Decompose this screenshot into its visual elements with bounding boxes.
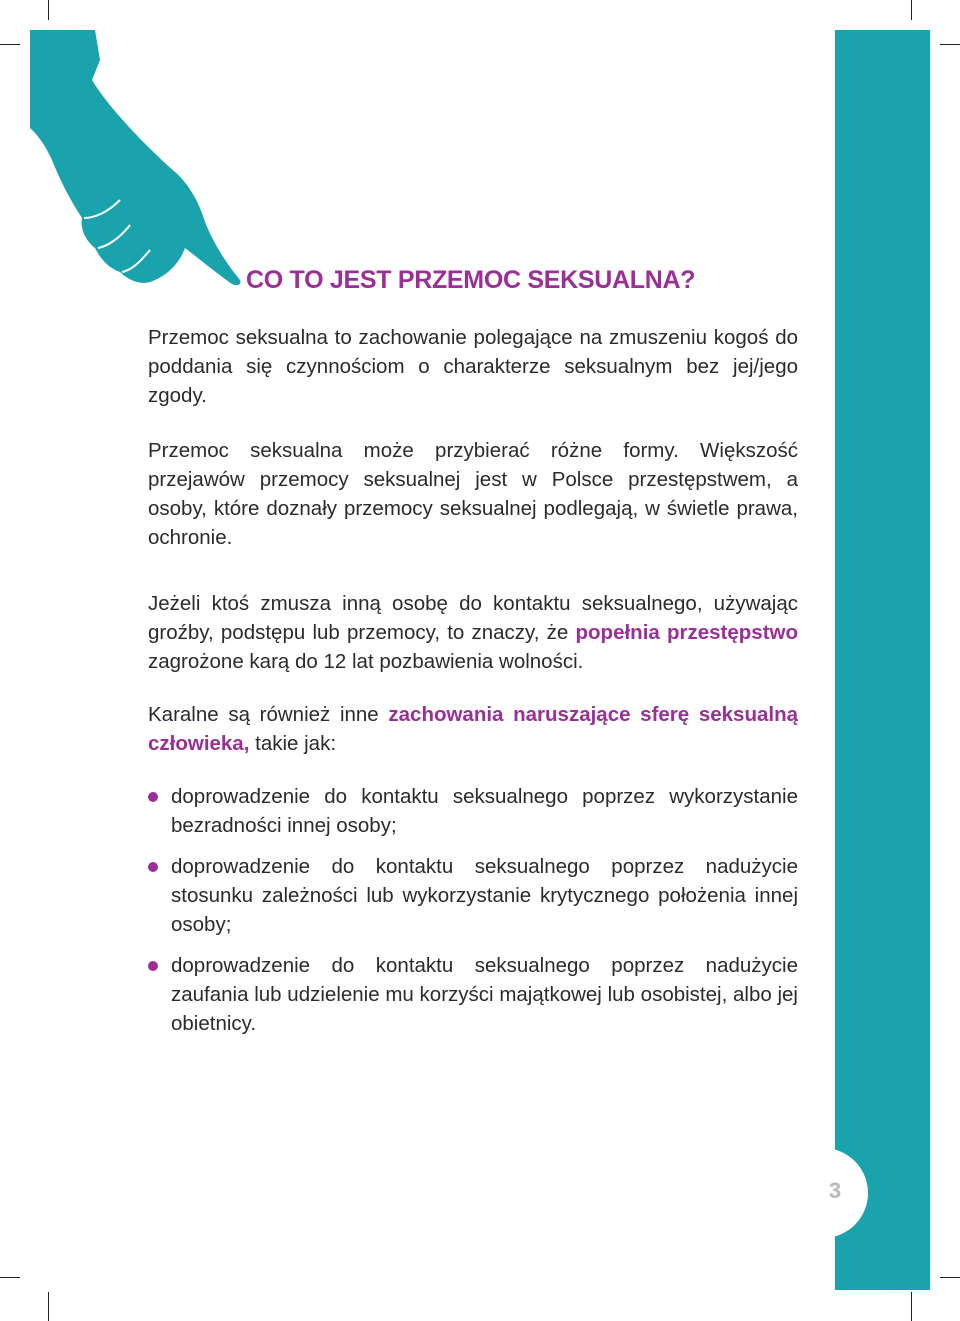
- bullet-icon: [148, 792, 158, 802]
- crop-mark: [940, 44, 960, 45]
- crop-mark: [940, 1277, 960, 1278]
- crop-mark: [911, 1292, 912, 1321]
- behaviour-list: [148, 782, 798, 1050]
- list-item-text: doprowadzenie do kontaktu seksualnego poprzez nadużycie stosunku zależności lub wykorzystanie krytycznego położenia innej osoby;: [171, 855, 798, 936]
- pointing-hand-icon: [0, 0, 300, 300]
- paragraph-forms: Przemoc seksualna może przybierać różne formy. Większość przejawów przemocy seksualnej jest w Polsce przestępstwem, a osoby, które doznały przemocy seksualnej podlegają, w świetle prawa, ochronie.: [148, 439, 798, 549]
- highlight-text: popełnia przestępstwo: [575, 621, 798, 644]
- crop-mark: [0, 1277, 20, 1278]
- list-item-text: doprowadzenie do kontaktu seksualnego poprzez nadużycie zaufania lub udzielenie mu korzyści majątkowej lub osobistej, albo jej obietnicy.: [171, 954, 798, 1035]
- highlight-text: zachowania naruszające sferę seksualną człowieka,: [148, 703, 798, 755]
- page-number: 3: [828, 1178, 842, 1203]
- paragraph-crime: [148, 589, 798, 676]
- paragraph-text: Jeżeli ktoś zmusza inną osobę do kontaktu seksualnego, używając groźby, podstępu lub przemocy, to znaczy, że: [148, 592, 798, 644]
- crop-mark: [48, 1292, 49, 1321]
- list-item-text: doprowadzenie do kontaktu seksualnego poprzez wykorzystanie bezradności innej osoby;: [171, 785, 798, 837]
- paragraph-text: Karalne są również inne: [148, 703, 389, 726]
- paragraph-other-behaviours: [148, 700, 798, 758]
- paragraph-definition: Przemoc seksualna to zachowanie polegające na zmuszeniu kogoś do poddania się czynnościom o charakterze seksualnym bez jej/jego zgody.: [148, 326, 798, 407]
- list-item: [148, 852, 798, 939]
- crop-mark: [911, 0, 912, 20]
- page-title: CO TO JEST PRZEMOC SEKSUALNA?: [246, 266, 696, 294]
- list-item: [148, 782, 798, 840]
- bullet-icon: [148, 961, 158, 971]
- paragraph-text: zagrożone karą do 12 lat pozbawienia wolności.: [148, 650, 584, 673]
- bullet-icon: [148, 862, 158, 872]
- paragraph-text: takie jak:: [249, 732, 337, 755]
- side-accent-bar: [835, 30, 930, 1290]
- list-item: [148, 951, 798, 1038]
